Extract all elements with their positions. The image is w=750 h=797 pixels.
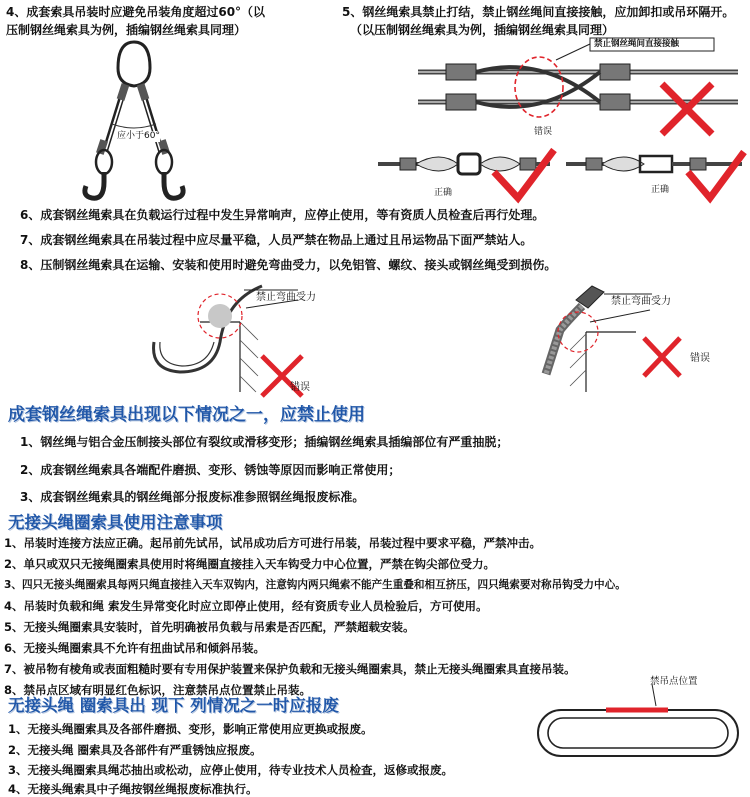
section-stop-title: 成套钢丝绳索具出现以下情况之一，应禁止使用: [8, 405, 365, 425]
item4-line1: 4、成套索具吊装时应避免吊装角度超过60°（以: [6, 5, 266, 19]
endless-item-4: 4、吊装时负载和绳 索发生异常变化时应立即停止使用，经有资质专业人员检验后，方可使用。: [4, 599, 488, 613]
direct-contact-label: 禁止钢丝绳间直接接触: [594, 39, 680, 49]
rule-8: 8、压制钢丝绳索具在运输、安装和使用时避免弯曲受力，以免铝管、螺纹、接头或钢丝绳受到损伤。: [20, 258, 557, 272]
rule-7: 7、成套钢丝绳索具在吊装过程中应尽量平稳，人员严禁在物品上通过且吊运物品下面严禁站人。: [20, 233, 533, 247]
scrap-item-4: 4、无接头绳索具中子绳按钢丝绳报废标准执行。: [8, 782, 258, 796]
rule-6: 6、成套钢丝绳索具在负载运行过程中发生异常响声，应停止使用，等有资质人员检查后再行处理。: [20, 208, 545, 222]
item5-line2: （以压制钢丝绳索具为例，插编钢丝绳索具同理）: [350, 23, 615, 37]
no-lift-label: 禁吊点位置: [650, 676, 698, 687]
bend-right-label: 禁止弯曲受力: [611, 296, 671, 307]
wrong-label-knot: 错误: [534, 127, 553, 137]
correct-label-shackle: 正确: [434, 188, 453, 198]
section-scrap-title: 无接头绳 圈索具出 现下 列情况之一时应报废: [8, 696, 339, 715]
endless-item-7: 7、被吊物有棱角或表面粗糙时要有专用保护装置来保护负载和无接头绳圈索具，禁止无接头绳圈索具直接吊装。: [4, 662, 576, 676]
stop-item-3: 3、成套钢丝绳索具的钢丝绳部分报废标准参照钢丝绳报废标准。: [20, 490, 365, 504]
bend-left-wrong: 错误: [290, 382, 310, 393]
endless-item-3: 3、四只无接头绳圈索具每两只绳直接挂入天车双钩内，注意钩内两只绳索不能产生重叠和相互挤压，四只绳索要对称吊钩受力中心。: [4, 579, 626, 591]
bend-right-wrong: 错误: [690, 353, 710, 364]
endless-item-8: 8、禁吊点区域有明显红色标识，注意禁吊点位置禁止吊装。: [4, 683, 311, 697]
item4-line2: 压制钢丝绳索具为例，插编钢丝绳索具同理）: [6, 23, 247, 37]
stop-item-2: 2、成套钢丝绳索具各端配件磨损、变形、锈蚀等原因而影响正常使用；: [20, 463, 401, 477]
endless-item-5: 5、无接头绳圈索具安装时，首先明确被吊负载与吊索是否匹配，严禁超载安装。: [4, 620, 415, 634]
angle-label: 应小于60°: [117, 131, 160, 141]
endless-item-1: 1、吊装时连接方法应正确。起吊前先试吊，试吊成功后方可进行吊装，吊装过程中要求平稳，严禁冲击。: [4, 536, 541, 550]
endless-item-6: 6、无接头绳圈索具不允许有扭曲试吊和倾斜吊装。: [4, 641, 265, 655]
bend-left-label: 禁止弯曲受力: [256, 292, 316, 303]
stop-item-1: 1、钢丝绳与铝合金压制接头部位有裂纹或滑移变形；插编钢丝绳索具插编部位有严重抽脱；: [20, 435, 509, 449]
endless-item-2: 2、单只或双只无接绳圈索具使用时将绳圈直接挂入天车钩受力中心位置，严禁在钩尖部位受力。: [4, 557, 495, 571]
correct-label-ring: 正确: [651, 185, 670, 195]
item5-line1: 5、钢丝绳索具禁止打结，禁止钢丝绳间直接接触，应加卸扣或吊环隔开。: [342, 5, 735, 19]
scrap-item-3: 3、无接头绳圈索具绳芯抽出或松动，应停止使用，待专业技术人员检查，返修或报废。: [8, 763, 453, 777]
scrap-item-2: 2、无接头绳 圈索具及各部件有严重锈蚀应报废。: [8, 743, 262, 757]
scrap-item-1: 1、无接头绳圈索具及各部件磨损、变形，影响正常使用应更换或报废。: [8, 722, 373, 736]
section-endless-title: 无接头绳圈索具使用注意事项: [8, 513, 223, 532]
